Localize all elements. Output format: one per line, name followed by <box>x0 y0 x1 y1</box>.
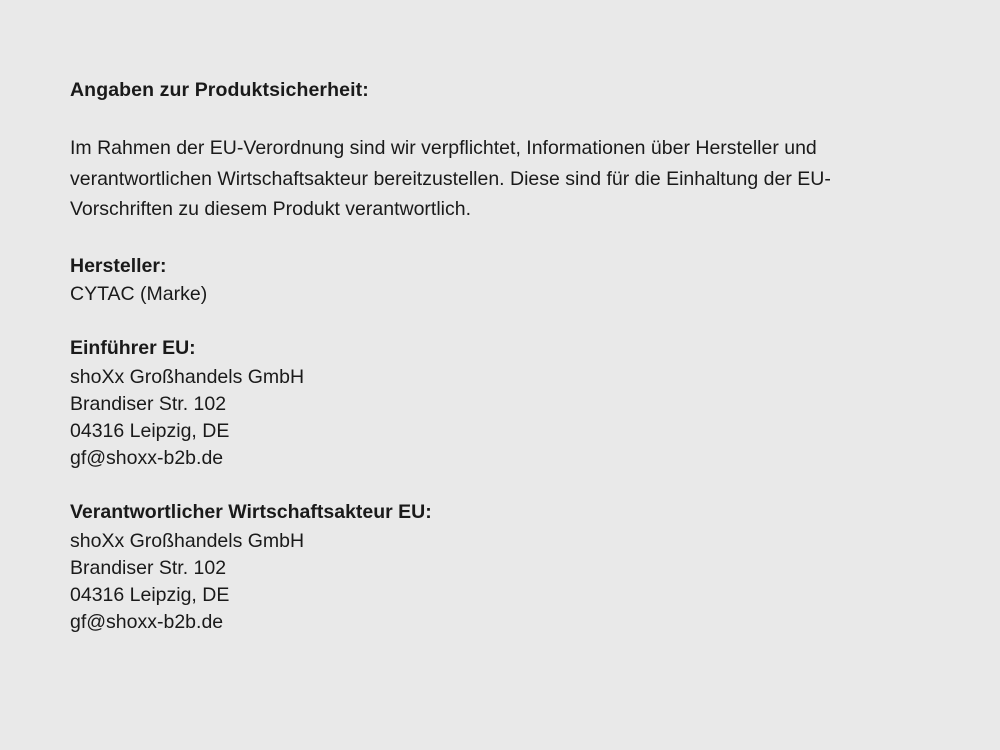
importer-city: 04316 Leipzig, DE <box>70 420 230 443</box>
intro-paragraph: Im Rahmen der EU-Verordnung sind wir verpflichtet, Informationen über Hersteller und verantwortlichen Wirtschaftsakteur bereitzustellen. Diese sind für die Einhaltung der EU-Vorschriften zu diesem Produkt verantwortlich. <box>70 137 831 221</box>
manufacturer-name: CYTAC (Marke) <box>70 283 208 306</box>
section-importer-eu <box>70 335 930 472</box>
section-heading-responsible-operator-eu: Verantwortlicher Wirtschaftsakteur EU: <box>70 500 432 523</box>
importer-street: Brandiser Str. 102 <box>70 393 227 416</box>
section-heading-manufacturer: Hersteller: <box>70 254 167 277</box>
importer-company: shoXx Großhandels GmbH <box>70 366 305 389</box>
importer-email: gf@shoxx-b2b.de <box>70 447 224 469</box>
section-heading-importer-eu: Einführer EU: <box>70 337 196 360</box>
page-title: Angaben zur Produktsicherheit: <box>70 79 369 101</box>
responsible-operator-city: 04316 Leipzig, DE <box>70 583 230 606</box>
responsible-operator-email: gf@shoxx-b2b.de <box>70 610 224 633</box>
section-responsible-operator-eu <box>70 499 930 636</box>
responsible-operator-company: shoXx Großhandels GmbH <box>70 529 305 552</box>
section-manufacturer <box>70 253 930 309</box>
responsible-operator-street: Brandiser Str. 102 <box>70 556 227 579</box>
